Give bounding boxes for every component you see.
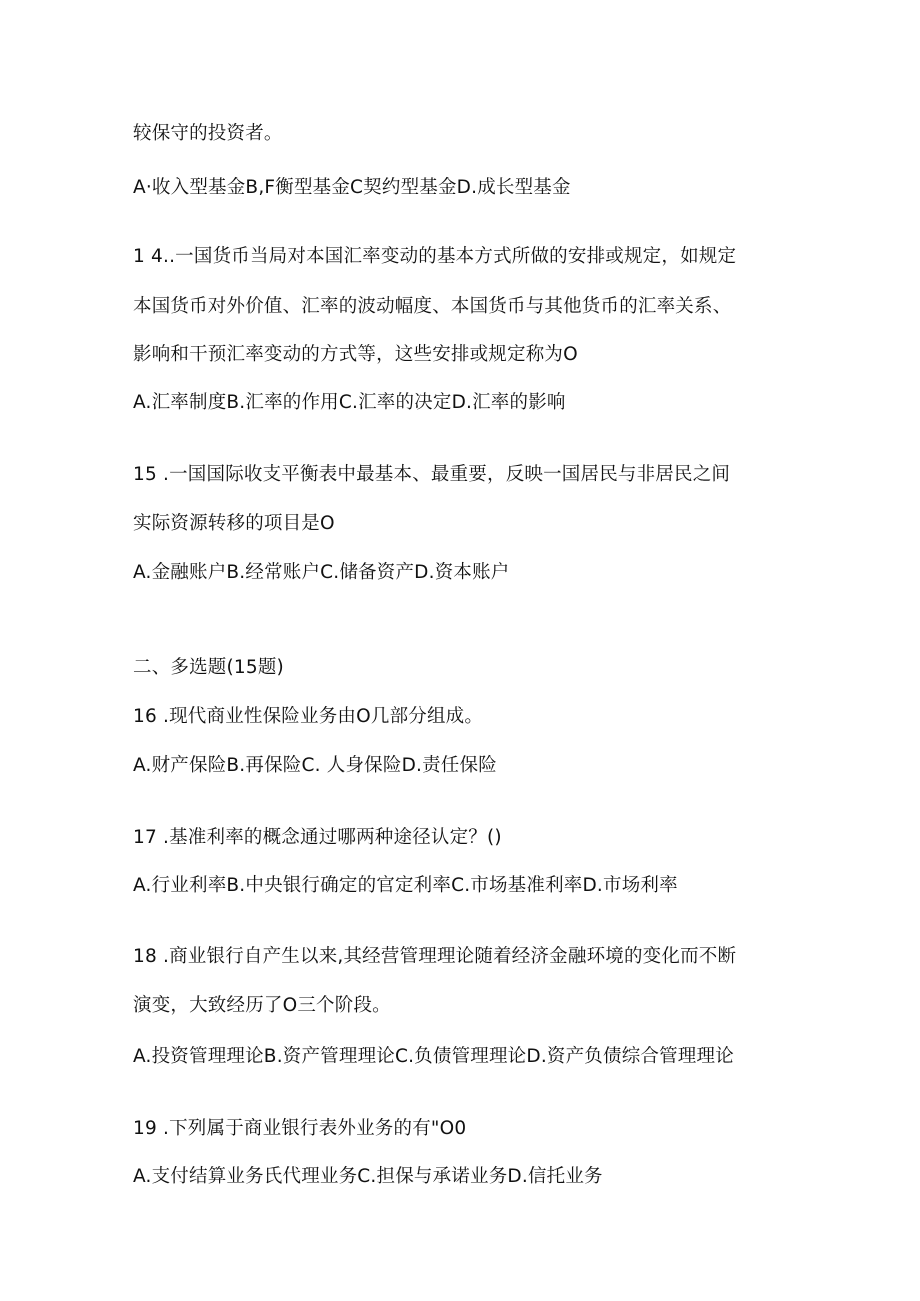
section-heading: 二、多选题(15题) — [133, 657, 284, 678]
q16-options: A.财产保险B.再保险C. 人身保险D.责任保险 — [133, 755, 497, 776]
q15-options: A.金融账户B.经常账户C.储备资产D.资本账户 — [133, 562, 510, 583]
q18-options: A.投资管理理论B.资产管理理论C.负债管理理论D.资产负债综合管理理论 — [133, 1046, 734, 1067]
q19-text: 19 .下列属于商业银行表外业务的有"O0 — [133, 1118, 467, 1139]
q13-options: A·收入型基金B,F衡型基金C契约型基金D.成长型基金 — [133, 177, 571, 198]
q14-text-line-1: 1 4..一国货币当局对本国汇率变动的基本方式所做的安排或规定，如规定 — [133, 246, 737, 267]
q17-options: A.行业利率B.中央银行确定的官定利率C.市场基准利率D.市场利率 — [133, 875, 678, 896]
q15-text-line-2: 实际资源转移的项目是O — [133, 513, 335, 534]
q17-text: 17 .基准利率的概念通过哪两种途径认定？() — [133, 827, 502, 848]
q14-text-line-2: 本国货币对外价值、汇率的波动幅度、本国货币与其他货币的汇率关系、 — [133, 296, 732, 317]
q18-text-line-2: 演变，大致经历了O三个阶段。 — [133, 995, 391, 1016]
q14-options: A.汇率制度B.汇率的作用C.汇率的决定D.汇率的影响 — [133, 392, 566, 413]
q15-text-line-1: 15 .一国国际收支平衡表中最基本、最重要，反映一国居民与非居民之间 — [133, 464, 731, 485]
q19-options: A.支付结算业务氏代理业务C.担保与承诺业务D.信托业务 — [133, 1166, 603, 1187]
q13-text-end: 较保守的投资者。 — [133, 123, 283, 144]
q18-text-line-1: 18 .商业银行自产生以来,其经营管理理论随着经济金融环境的变化而不断 — [133, 946, 737, 967]
q16-text: 16 .现代商业性保险业务由O几部分组成。 — [133, 706, 484, 727]
q14-text-line-3: 影响和干预汇率变动的方式等，这些安排或规定称为O — [133, 344, 578, 365]
